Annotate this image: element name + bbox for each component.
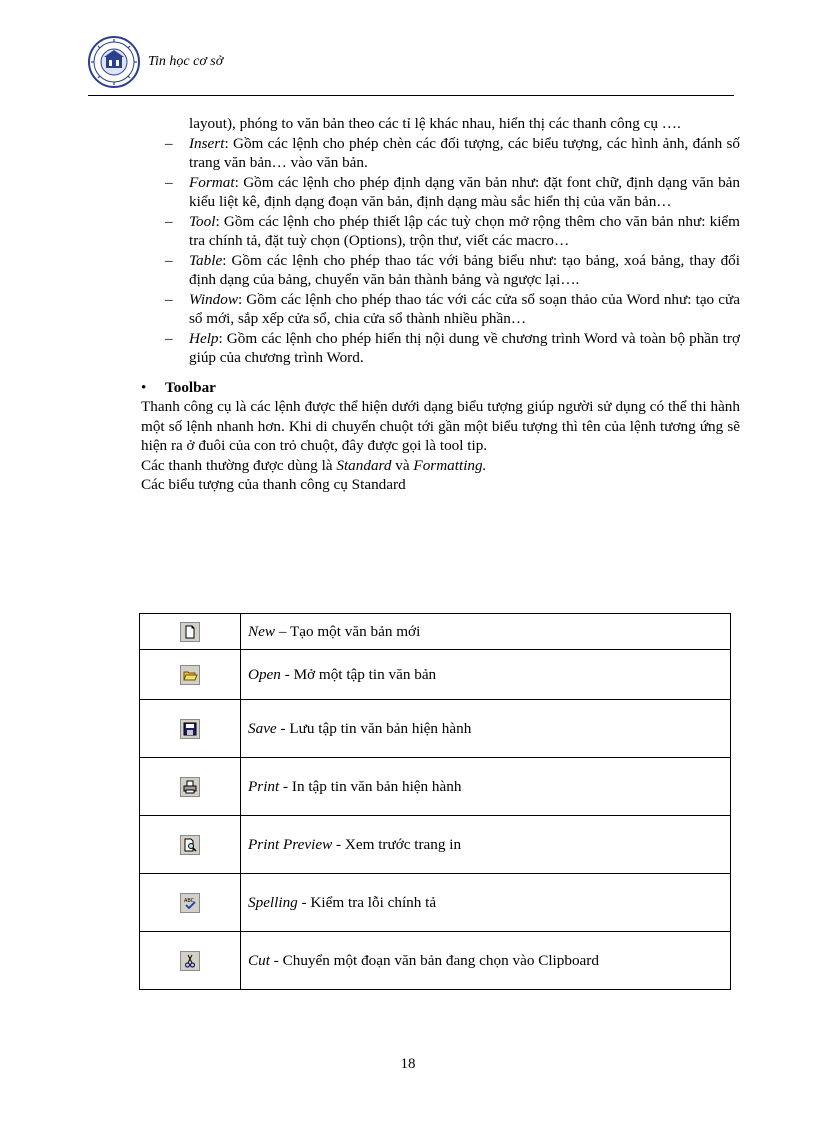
icon-cell <box>140 614 241 650</box>
menu-item-window: – Window: Gồm các lệnh cho phép thao tác với các cửa sổ soạn thảo của Word như: tạo cửa sổ mới, sắp xếp cửa sổ, chia cửa sổ thành nhiều phần… <box>165 290 740 327</box>
menu-name: Table <box>189 251 223 269</box>
toolbar-paragraph <box>141 397 740 456</box>
toolbar-heading <box>141 378 740 398</box>
menu-name: Insert <box>189 134 225 152</box>
header-divider <box>88 95 734 96</box>
menu-desc: : Gồm các lệnh cho phép thiết lập các tuỳ chọn mở rộng thêm cho văn bản như: kiểm tra chính tả, đặt tuỳ chọn (Options), trộn thư, viết các macro… <box>189 212 740 249</box>
menu-name: Tool <box>189 212 216 230</box>
list-item-continuation: layout), phóng to văn bản theo các tỉ lệ khác nhau, hiển thị các thanh công cụ …. <box>189 115 681 132</box>
icon-cell <box>140 700 241 758</box>
svg-text:ABC: ABC <box>184 897 195 904</box>
menu-desc: : Gồm các lệnh cho phép thao tác với các cửa sổ soạn thảo của Word như: tạo cửa sổ mới, sắp xếp cửa sổ, chia cửa sổ thành nhiều phần… <box>189 290 740 327</box>
desc-cell: Spelling - Kiểm tra lỗi chính tả <box>241 874 731 932</box>
open-folder-icon <box>180 665 200 685</box>
icon-cell <box>140 650 241 700</box>
toolbar-paragraph-text: Thanh công cụ là các lệnh được thể hiện dưới dạng biểu tượng giúp người sử dụng có thể thi hành một số lệnh nhanh hơn. Khi di chuyển chuột tới gần một biểu tượng thì tên của lệnh tương ứng sẽ hiện ra ở đuôi của con trỏ chuột, đây được gọi là tool tip. <box>141 398 740 454</box>
table-row <box>140 614 731 650</box>
print-preview-icon <box>180 835 200 855</box>
menu-name: Help <box>189 329 219 347</box>
spelling-check-icon <box>180 893 200 913</box>
formatting-term: Formatting. <box>413 456 487 474</box>
bullet-icon: • <box>141 378 147 396</box>
table-row <box>140 816 731 874</box>
new-document-icon <box>180 622 200 642</box>
desc-cell: Save - Lưu tập tin văn bản hiện hành <box>241 700 731 758</box>
desc-cell: Print Preview - Xem trước trang in <box>241 816 731 874</box>
menu-item-table: – Table: Gồm các lệnh cho phép thao tác với bảng biểu như: tạo bảng, xoá bảng, thay đổi định dạng của bảng, chuyển văn bản thành bảng và ngược lại…. <box>165 251 740 288</box>
table-row <box>140 874 731 932</box>
menu-item-help: – Help: Gồm các lệnh cho phép hiển thị nội dung về chương trình Word và toàn bộ phần trợ giúp của chương trình Word. <box>165 329 740 366</box>
common-toolbars-line <box>141 456 740 476</box>
menu-item-insert: – Insert: Gồm các lệnh cho phép chèn các đối tượng, các biểu tượng, các hình ảnh, đánh số trang văn bản… vào văn bản. <box>165 134 740 171</box>
scissors-cut-icon <box>180 951 200 971</box>
menu-item-format: – Format: Gồm các lệnh cho phép định dạng văn bản như: đặt font chữ, định dạng văn bản kiểu liệt kê, định dạng đoạn văn bản, định dạng màu sắc hiển thị của văn bản… <box>165 173 740 210</box>
menu-desc: : Gồm các lệnh cho phép chèn các đối tượng, các biểu tượng, các hình ảnh, đánh số trang văn bản… vào văn bản. <box>189 134 740 171</box>
menu-desc: : Gồm các lệnh cho phép hiển thị nội dung về chương trình Word và toàn bộ phần trợ giúp của chương trình Word. <box>189 329 740 366</box>
standard-toolbar-table <box>139 613 731 990</box>
icons-intro: Các biểu tượng của thanh công cụ Standard <box>141 476 406 493</box>
save-disk-icon <box>180 719 200 739</box>
printer-icon <box>180 777 200 797</box>
table-row <box>140 932 731 990</box>
table-row <box>140 650 731 700</box>
icon-cell <box>140 816 241 874</box>
page-content <box>141 114 740 495</box>
menu-desc: : Gồm các lệnh cho phép định dạng văn bản như: đặt font chữ, định dạng văn bản kiểu liệt kê, định dạng đoạn văn bản, định dạng màu sắc hiển thị của văn bản… <box>189 173 740 210</box>
header-title: Tin học cơ sở <box>148 54 224 69</box>
menu-name: Window <box>189 290 238 308</box>
icon-cell <box>140 874 241 932</box>
university-seal-icon <box>88 36 140 88</box>
desc-cell: Cut - Chuyển một đoạn văn bản đang chọn vào Clipboard <box>241 932 731 990</box>
page-header <box>88 34 734 96</box>
toolbar-heading-text: Toolbar <box>165 378 216 396</box>
icon-cell <box>140 932 241 990</box>
table-row <box>140 700 731 758</box>
page-number: 18 <box>400 1056 416 1072</box>
common-prefix: Các thanh thường được dùng là <box>141 456 337 474</box>
standard-term: Standard <box>336 456 392 474</box>
menu-item-tool: – Tool: Gồm các lệnh cho phép thiết lập các tuỳ chọn mở rộng thêm cho văn bản như: kiểm tra chính tả, đặt tuỳ chọn (Options), trộn thư, viết các macro… <box>165 212 740 249</box>
menu-desc: : Gồm các lệnh cho phép thao tác với bảng biểu như: tạo bảng, xoá bảng, thay đổi định dạng của bảng, chuyển văn bản thành bảng và ngược lại…. <box>189 251 740 288</box>
desc-cell: Open - Mở một tập tin văn bản <box>241 650 731 700</box>
desc-cell: New – Tạo một văn bản mới <box>241 614 731 650</box>
icon-cell <box>140 758 241 816</box>
menu-name: Format <box>189 173 235 191</box>
table-row <box>140 758 731 816</box>
desc-cell: Print - In tập tin văn bản hiện hành <box>241 758 731 816</box>
common-and: và <box>391 456 414 474</box>
